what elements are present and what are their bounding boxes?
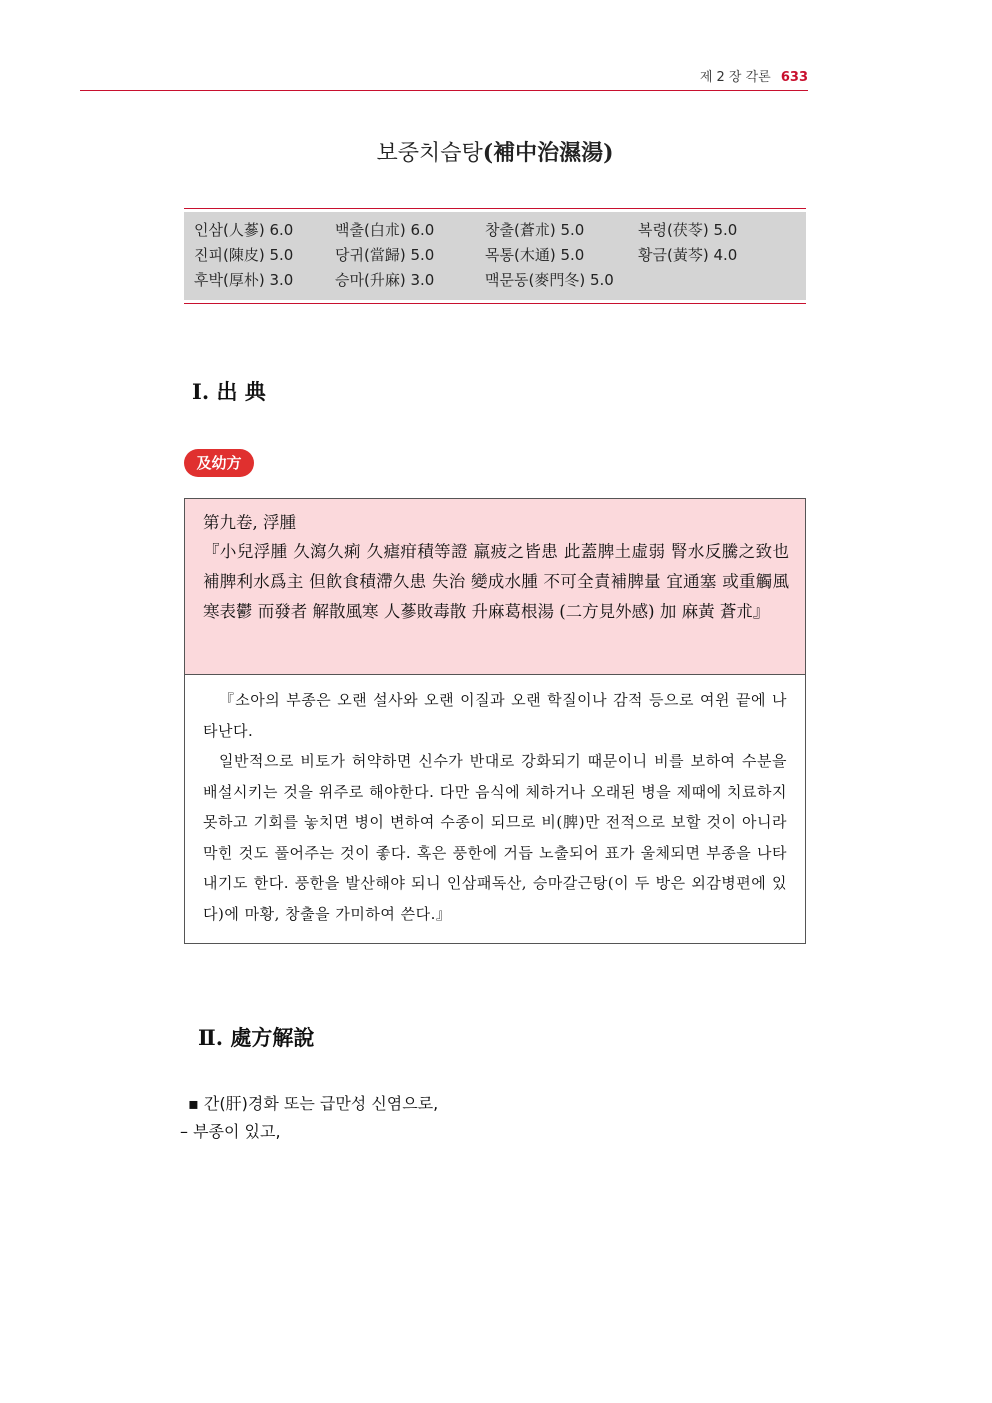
page-header — [80, 66, 808, 91]
explanation-list — [180, 1090, 439, 1146]
herb-item: 목통(木通) 5.0 — [485, 246, 585, 264]
herb-row — [194, 268, 806, 293]
herb-item: 진피(陳皮) 5.0 — [194, 246, 294, 264]
title-korean: 보중치습탕 — [376, 141, 483, 166]
page-number: 633 — [780, 70, 808, 85]
herb-item: 맥문동(麥門冬) 5.0 — [485, 271, 614, 289]
prescription-title — [184, 136, 806, 167]
herb-composition-box — [184, 208, 806, 304]
herb-item: 황금(黃芩) 4.0 — [638, 246, 738, 264]
herb-row — [194, 243, 806, 268]
original-text: 『小兒浮腫 久瀉久痢 久瘧疳積等證 羸疲之皆患 此蓋脾土虛弱 腎水反騰之致也 補脾利水爲主 但飮食積滯久患 失治 變成水腫 不可全責補脾量 宜通塞 或重觸風寒表鬱 而發者 解散風寒 人蔘敗毒散 升麻葛根湯 (二方見外感) 加 麻黃 蒼朮』 — [203, 542, 789, 621]
section-heading-explanation: Ⅱ. 處方解說 — [198, 1025, 315, 1050]
source-badge: 及幼方 — [184, 449, 254, 477]
herb-item: 당귀(當歸) 5.0 — [335, 246, 435, 264]
translation-paragraph: 일반적으로 비토가 허약하면 신수가 반대로 강화되기 때문이니 비를 보하여 수분을 배설시키는 것을 위주로 해야한다. 다만 음식에 체하거나 오래된 병을 제때에 치료하지 못하고 기회를 놓치면 병이 변하여 수종이 되므로 비(脾)만 전적으로 보할 것이 아니라 막힌 것도 풀어주는 것이 좋다. 혹은 풍한에 거듭 노출되어 표가 울체되면 부종을 나타내기도 한다. 풍한을 발산해야 되니 인삼패독산, 승마갈근탕(이 두 방은 외감병편에 있다)에 마황, 창출을 가미하여 쓴다.』 — [203, 752, 787, 923]
original-text-panel — [185, 499, 805, 675]
chapter-label: 제 2 장 각론 — [699, 70, 771, 85]
title-hanja: (補中治濕湯) — [482, 140, 614, 166]
list-item: – 부종이 있고, — [180, 1122, 281, 1141]
list-item: ▪ 간(肝)경화 또는 급만성 신염으로, — [188, 1094, 439, 1113]
herb-item: 인삼(人蔘) 6.0 — [194, 221, 294, 239]
herb-item: 후박(厚朴) 3.0 — [194, 271, 294, 289]
translation-panel — [185, 675, 805, 929]
herb-item: 승마(升麻) 3.0 — [335, 271, 435, 289]
herb-item: 복령(茯苓) 5.0 — [638, 221, 738, 239]
source-quote-box — [184, 498, 806, 944]
translation-paragraph: 『소아의 부종은 오랜 설사와 오랜 이질과 오랜 학질이나 감적 등으로 여윈 끝에 나타난다. — [203, 691, 787, 740]
section-heading-source: Ⅰ. 出 典 — [192, 379, 266, 404]
herb-row — [194, 218, 806, 243]
herb-item: 백출(白朮) 6.0 — [335, 221, 435, 239]
volume-label: 第九卷, 浮腫 — [203, 513, 296, 532]
herb-item: 창출(蒼朮) 5.0 — [485, 221, 585, 239]
